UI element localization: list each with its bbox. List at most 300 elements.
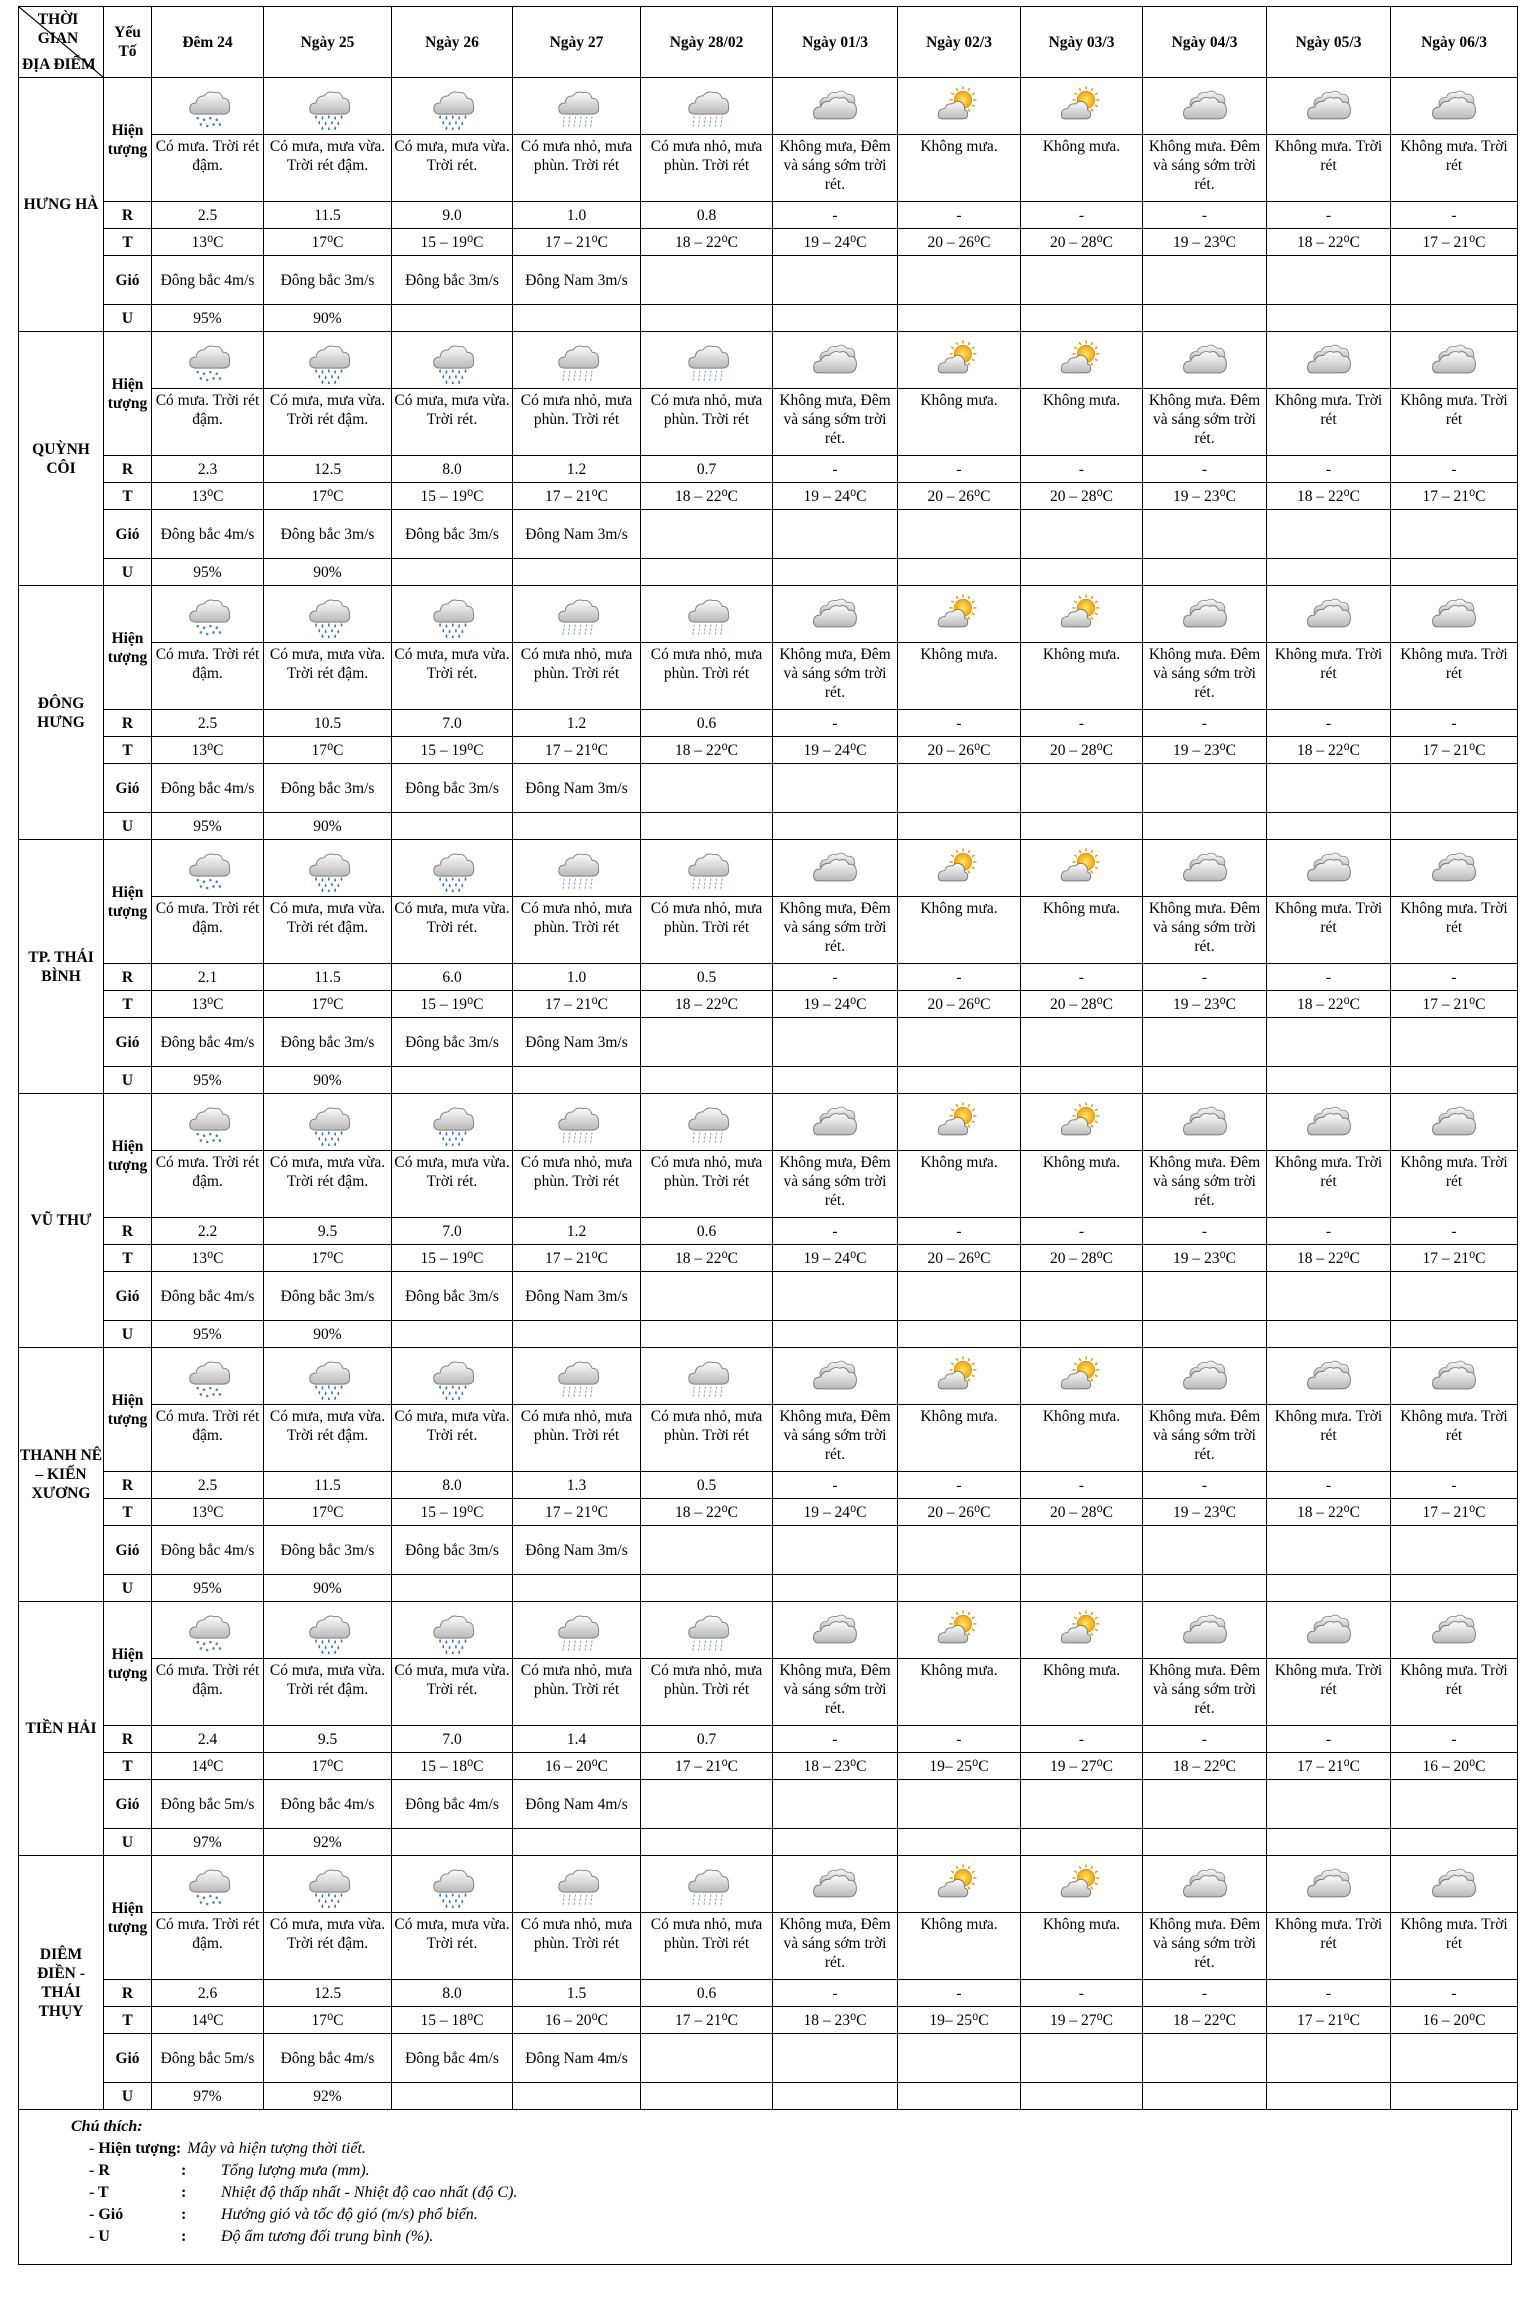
rain-heavy-icon [392,1100,512,1146]
corner-place-label: ĐỊA ĐIỂM [22,56,96,73]
temp-value: 15 – 18⁰C [392,1753,513,1780]
rain-value: 1.5 [513,1980,641,2007]
element-label-temp: T [104,2007,152,2034]
rain-row [19,1980,1518,2007]
phenomenon-icon-row [19,78,1518,135]
legend [18,2110,1512,2265]
wind-value: Đông Nam 3m/s [513,256,641,305]
temp-value: 17 – 21⁰C [1391,737,1518,764]
rain-value: - [1143,1726,1267,1753]
rain-value: 0.6 [641,1218,773,1245]
rain-value: 9.5 [264,1726,392,1753]
rain-value: - [1267,456,1391,483]
rain-value: 8.0 [392,456,513,483]
weather-icon-cell [513,1094,641,1151]
rain-value: - [1021,964,1143,991]
day-header: Ngày 03/3 [1021,7,1143,78]
rain-value: - [1143,964,1267,991]
weather-icon-cell [264,840,392,897]
weather-icon-cell [898,332,1021,389]
weather-icon-cell [641,1856,773,1913]
humidity-value [898,2083,1021,2110]
humidity-value [773,1829,898,1856]
wind-value [1143,2034,1267,2083]
sun-cloud-icon [1021,84,1142,130]
wind-value: Đông bắc 4m/s [392,1780,513,1829]
humidity-value [898,305,1021,332]
cloudy-icon [1143,1354,1266,1400]
weather-icon-cell [1391,586,1518,643]
wind-value [898,510,1021,559]
temp-row [19,2007,1518,2034]
humidity-value [1267,813,1391,840]
phenomenon-desc-row [19,1151,1518,1218]
wind-value [1391,1018,1518,1067]
rain-heavy-icon [392,338,512,384]
wind-value [1391,1272,1518,1321]
phenomenon-icon-row [19,332,1518,389]
day-header: Ngày 04/3 [1143,7,1267,78]
rain-value: 9.5 [264,1218,392,1245]
humidity-value [773,1575,898,1602]
wind-value [1143,256,1267,305]
wind-value [773,1780,898,1829]
humidity-value [1143,813,1267,840]
cloudy-icon [773,846,897,892]
wind-value: Đông Nam 3m/s [513,1272,641,1321]
wind-value [1021,1272,1143,1321]
humidity-value [1021,1829,1143,1856]
weather-icon-cell [641,586,773,643]
phenomenon-desc: Có mưa, mưa vừa. Trời rét đậm. [264,897,392,964]
humidity-value [641,305,773,332]
weather-icon-cell [898,586,1021,643]
temp-row [19,737,1518,764]
phenomenon-desc: Có mưa, mưa vừa. Trời rét đậm. [264,643,392,710]
rain-value: - [1267,1218,1391,1245]
weather-icon-cell [152,840,264,897]
day-header: Ngày 28/02 [641,7,773,78]
temp-value: 17 – 21⁰C [513,737,641,764]
rain-value: 1.3 [513,1472,641,1499]
rain-heavy-icon [264,1862,391,1908]
weather-icon-cell [1267,1348,1391,1405]
humidity-value [513,1067,641,1094]
phenomenon-icon-row [19,1348,1518,1405]
temp-value: 20 – 28⁰C [1021,483,1143,510]
wind-value [898,1018,1021,1067]
sun-cloud-icon [898,84,1020,130]
element-label-wind: Gió [104,2034,152,2083]
rain-value: - [898,710,1021,737]
phenomenon-desc: Không mưa, Đêm và sáng sớm trời rét. [773,389,898,456]
wind-row [19,510,1518,559]
temp-value: 13⁰C [152,1245,264,1272]
rain-value: - [1391,1980,1518,2007]
humidity-value: 95% [152,813,264,840]
element-label-wind: Gió [104,1780,152,1829]
temp-value: 18 – 23⁰C [773,2007,898,2034]
element-label-phenomenon: Hiện tượng [104,1094,152,1218]
weather-icon-cell [1143,1856,1267,1913]
wind-row [19,764,1518,813]
wind-value [1143,1526,1267,1575]
phenomenon-icon-row [19,840,1518,897]
location-name: QUỲNH CÔI [19,332,104,586]
phenomenon-desc: Có mưa nhỏ, mưa phùn. Trời rét [513,897,641,964]
humidity-value: 90% [264,1575,392,1602]
weather-icon-cell [1021,1348,1143,1405]
phenomenon-desc: Không mưa. [898,389,1021,456]
humidity-value: 92% [264,1829,392,1856]
weather-icon-cell [392,78,513,135]
humidity-value [641,1067,773,1094]
temp-value: 15 – 19⁰C [392,1245,513,1272]
weather-icon-cell [773,1348,898,1405]
forecast-table [18,6,1518,2110]
rain-heavy-icon [264,84,391,130]
rain-value: - [898,202,1021,229]
phenomenon-desc: Không mưa, Đêm và sáng sớm trời rét. [773,1659,898,1726]
cloudy-icon [1391,1354,1517,1400]
rain-light-icon [152,592,263,638]
weather-icon-cell [1021,332,1143,389]
phenomenon-icon-row [19,1602,1518,1659]
location-name: THANH NÊ – KIẾN XƯƠNG [19,1348,104,1602]
weather-icon-cell [152,586,264,643]
temp-value: 18 – 22⁰C [641,483,773,510]
temp-value: 17 – 21⁰C [1391,483,1518,510]
rain-value: - [1021,1980,1143,2007]
wind-value [641,1780,773,1829]
hum-row [19,1575,1518,1602]
rain-heavy-icon [392,1354,512,1400]
cloudy-icon [1391,846,1517,892]
wind-value: Đông bắc 3m/s [392,1526,513,1575]
drizzle-icon [513,1608,640,1654]
element-label-rain: R [104,1218,152,1245]
element-label-humidity: U [104,305,152,332]
humidity-value [392,1067,513,1094]
element-label-humidity: U [104,1575,152,1602]
humidity-value [1143,305,1267,332]
temp-value: 18 – 22⁰C [641,1499,773,1526]
cloudy-icon [1143,1862,1266,1908]
humidity-value [513,813,641,840]
element-label-phenomenon: Hiện tượng [104,78,152,202]
sun-cloud-icon [1021,846,1142,892]
weather-icon-cell [773,332,898,389]
phenomenon-desc: Có mưa, mưa vừa. Trời rét đậm. [264,135,392,202]
phenomenon-desc: Không mưa, Đêm và sáng sớm trời rét. [773,1405,898,1472]
phenomenon-desc: Không mưa, Đêm và sáng sớm trời rét. [773,1913,898,1980]
rain-value: - [898,1726,1021,1753]
weather-icon-cell [1267,1602,1391,1659]
rain-value: - [1143,1472,1267,1499]
temp-value: 15 – 19⁰C [392,991,513,1018]
humidity-value [898,1067,1021,1094]
temp-value: 20 – 26⁰C [898,229,1021,256]
weather-icon-cell [1021,840,1143,897]
element-label-temp: T [104,1245,152,1272]
hum-row [19,2083,1518,2110]
phenomenon-desc: Không mưa. Trời rét [1391,897,1518,964]
phenomenon-icon-row [19,586,1518,643]
legend-colon: : [181,2206,187,2223]
humidity-value [898,1321,1021,1348]
wind-value [773,256,898,305]
temp-value: 19 – 23⁰C [1143,1499,1267,1526]
phenomenon-desc: Có mưa, mưa vừa. Trời rét đậm. [264,389,392,456]
weather-icon-cell [1143,78,1267,135]
wind-value [1391,1526,1518,1575]
drizzle-icon [513,1354,640,1400]
drizzle-icon [513,1100,640,1146]
rain-value: - [1391,1218,1518,1245]
rain-value: - [1391,202,1518,229]
phenomenon-desc: Không mưa. Đêm và sáng sớm trời rét. [1143,389,1267,456]
humidity-value [898,1575,1021,1602]
wind-row [19,1272,1518,1321]
cloudy-icon [1143,338,1266,384]
element-label-wind: Gió [104,764,152,813]
element-label-rain: R [104,456,152,483]
wind-value: Đông bắc 3m/s [264,1272,392,1321]
element-label-humidity: U [104,1321,152,1348]
rain-value: - [773,1980,898,2007]
rain-row [19,1726,1518,1753]
rain-value: - [1267,202,1391,229]
rain-value: 8.0 [392,1472,513,1499]
weather-icon-cell [264,586,392,643]
sun-cloud-icon [898,592,1020,638]
rain-heavy-icon [264,338,391,384]
phenomenon-desc: Có mưa nhỏ, mưa phùn. Trời rét [513,1659,641,1726]
wind-value [773,510,898,559]
phenomenon-desc-row [19,135,1518,202]
phenomenon-desc: Có mưa, mưa vừa. Trời rét. [392,1151,513,1218]
temp-value: 17⁰C [264,991,392,1018]
temp-value: 19 – 23⁰C [1143,737,1267,764]
humidity-value [513,2083,641,2110]
rain-light-icon [152,1100,263,1146]
temp-value: 20 – 26⁰C [898,483,1021,510]
element-label-temp: T [104,991,152,1018]
temp-value: 17⁰C [264,737,392,764]
element-label-temp: T [104,1499,152,1526]
wind-value [773,2034,898,2083]
rain-light-icon [152,84,263,130]
element-label-wind: Gió [104,510,152,559]
humidity-value [1021,305,1143,332]
humidity-value [641,813,773,840]
phenomenon-desc: Có mưa nhỏ, mưa phùn. Trời rét [513,643,641,710]
temp-row [19,1499,1518,1526]
element-label-phenomenon: Hiện tượng [104,1856,152,1980]
wind-value: Đông bắc 4m/s [264,2034,392,2083]
temp-value: 18 – 22⁰C [641,991,773,1018]
weather-icon-cell [152,332,264,389]
humidity-value: 90% [264,813,392,840]
phenomenon-desc: Không mưa. [898,1151,1021,1218]
wind-value: Đông bắc 4m/s [152,256,264,305]
rain-light-icon [152,338,263,384]
cloudy-icon [773,338,897,384]
phenomenon-desc: Không mưa. Trời rét [1267,135,1391,202]
humidity-value: 90% [264,559,392,586]
wind-value [773,1526,898,1575]
weather-icon-cell [1391,1348,1518,1405]
phenomenon-desc: Không mưa. [898,1405,1021,1472]
wind-value: Đông bắc 4m/s [152,510,264,559]
weather-icon-cell [1143,1094,1267,1151]
rain-value: 0.6 [641,710,773,737]
wind-value [1143,1018,1267,1067]
wind-value [1021,2034,1143,2083]
wind-value [1267,1272,1391,1321]
drizzle-icon [641,84,772,130]
rain-value: - [898,1218,1021,1245]
humidity-value [1143,1575,1267,1602]
wind-value: Đông bắc 3m/s [264,764,392,813]
temp-value: 19– 25⁰C [898,1753,1021,1780]
temp-value: 17 – 21⁰C [641,2007,773,2034]
phenomenon-desc: Không mưa. [1021,135,1143,202]
day-header: Ngày 26 [392,7,513,78]
rain-value: 1.4 [513,1726,641,1753]
phenomenon-desc: Không mưa. Trời rét [1267,643,1391,710]
rain-value: - [773,1218,898,1245]
rain-value: - [1021,1472,1143,1499]
rain-value: 7.0 [392,1218,513,1245]
drizzle-icon [641,1862,772,1908]
day-header: Ngày 02/3 [898,7,1021,78]
humidity-value [1267,305,1391,332]
temp-value: 18 – 22⁰C [1267,1499,1391,1526]
humidity-value [392,2083,513,2110]
sun-cloud-icon [898,1100,1020,1146]
phenomenon-desc-row [19,1913,1518,1980]
humidity-value [1267,1321,1391,1348]
rain-value: - [773,710,898,737]
element-label-wind: Gió [104,1272,152,1321]
phenomenon-desc: Có mưa, mưa vừa. Trời rét đậm. [264,1913,392,1980]
sun-cloud-icon [898,338,1020,384]
wind-value [1267,764,1391,813]
wind-value [1143,1272,1267,1321]
cloudy-icon [773,1100,897,1146]
temp-value: 18 – 22⁰C [1267,991,1391,1018]
phenomenon-desc: Có mưa. Trời rét đậm. [152,1659,264,1726]
weather-icon-cell [641,1348,773,1405]
wind-value: Đông Nam 3m/s [513,510,641,559]
humidity-value [773,1321,898,1348]
hum-row [19,813,1518,840]
location-name: ĐÔNG HƯNG [19,586,104,840]
hum-row [19,559,1518,586]
phenomenon-desc-row [19,1659,1518,1726]
day-header: Ngày 05/3 [1267,7,1391,78]
legend-title: Chú thích: [71,2118,143,2135]
rain-value: - [1143,1980,1267,2007]
wind-value: Đông bắc 3m/s [264,1526,392,1575]
rain-light-icon [152,1354,263,1400]
weather-icon-cell [1143,840,1267,897]
wind-value: Đông bắc 4m/s [264,1780,392,1829]
weather-icon-cell [1267,586,1391,643]
phenomenon-desc: Có mưa. Trời rét đậm. [152,643,264,710]
rain-value: - [1267,1472,1391,1499]
humidity-value [1391,559,1518,586]
weather-icon-cell [773,1856,898,1913]
rain-heavy-icon [392,592,512,638]
humidity-value: 97% [152,2083,264,2110]
weather-icon-cell [264,78,392,135]
humidity-value [392,1575,513,1602]
rain-value: - [1267,964,1391,991]
temp-value: 19 – 23⁰C [1143,1245,1267,1272]
wind-value [1391,2034,1518,2083]
wind-value [1021,510,1143,559]
temp-value: 17 – 21⁰C [513,991,641,1018]
temp-value: 17 – 21⁰C [641,1753,773,1780]
temp-value: 17 – 21⁰C [1391,1499,1518,1526]
humidity-value [1391,2083,1518,2110]
wind-value: Đông bắc 4m/s [152,1018,264,1067]
temp-value: 16 – 20⁰C [1391,1753,1518,1780]
element-label-humidity: U [104,1829,152,1856]
humidity-value [898,559,1021,586]
wind-value [898,764,1021,813]
rain-value: 0.7 [641,456,773,483]
temp-value: 15 – 19⁰C [392,737,513,764]
cloudy-icon [1391,592,1517,638]
day-header: Ngày 25 [264,7,392,78]
wind-value [1391,510,1518,559]
cloudy-icon [1267,338,1390,384]
legend-item [89,2160,1511,2182]
cloudy-icon [773,1608,897,1654]
rain-value: 0.5 [641,1472,773,1499]
rain-heavy-icon [392,84,512,130]
wind-value: Đông bắc 3m/s [264,256,392,305]
rain-value: - [773,202,898,229]
temp-value: 17 – 21⁰C [513,1499,641,1526]
humidity-value [1021,2083,1143,2110]
weather-icon-cell [264,1602,392,1659]
drizzle-icon [641,1354,772,1400]
humidity-value [1021,813,1143,840]
sun-cloud-icon [898,1608,1020,1654]
rain-heavy-icon [392,846,512,892]
weather-icon-cell [1021,586,1143,643]
phenomenon-desc: Không mưa. [1021,1405,1143,1472]
weather-icon-cell [392,1094,513,1151]
temp-value: 16 – 20⁰C [513,1753,641,1780]
phenomenon-desc: Không mưa, Đêm và sáng sớm trời rét. [773,135,898,202]
rain-light-icon [152,1862,263,1908]
weather-icon-cell [1143,586,1267,643]
rain-value: - [1391,456,1518,483]
humidity-value [513,305,641,332]
rain-value: 9.0 [392,202,513,229]
hum-row [19,305,1518,332]
location-name: TIỀN HẢI [19,1602,104,1856]
humidity-value [513,1321,641,1348]
temp-value: 19 – 24⁰C [773,229,898,256]
humidity-value [513,1829,641,1856]
weather-icon-cell [152,78,264,135]
